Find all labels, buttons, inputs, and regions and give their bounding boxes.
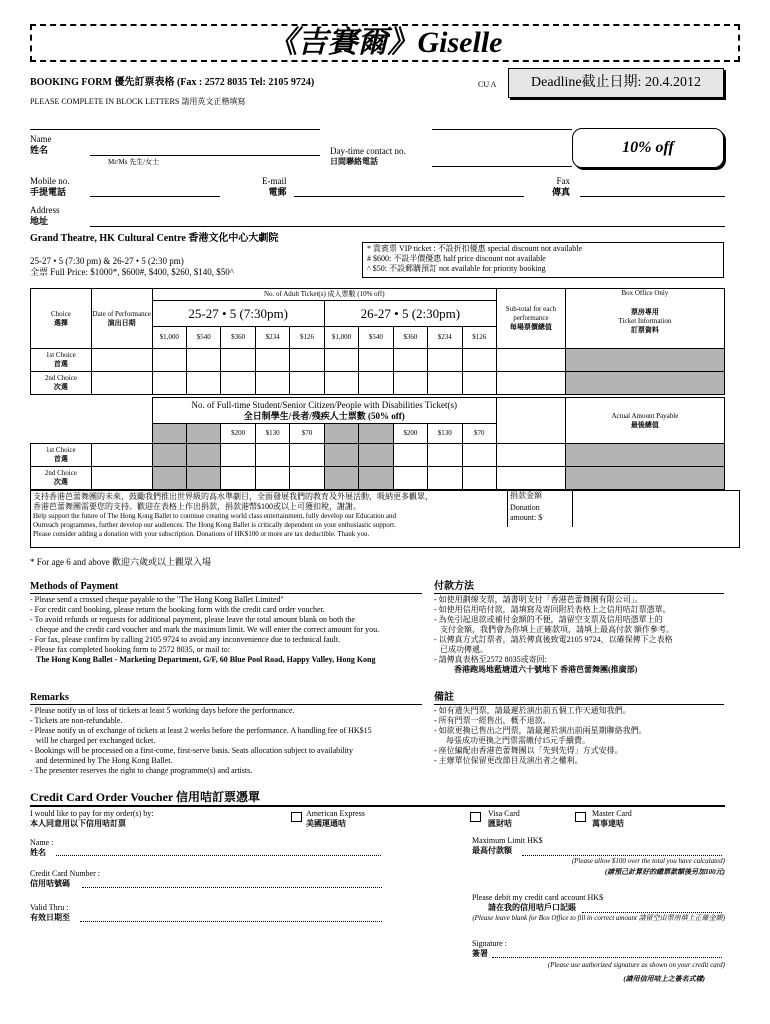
voucher-heading: Credit Card Order Voucher 信用咭訂票憑單 [30,790,260,804]
signature-en: Signature : [472,939,507,948]
pay-by-label [30,809,154,829]
allow-note-en: (Please allow $100 over the total you have calculated) [571,857,725,865]
qty-cell[interactable] [393,467,427,490]
card-number-en: Credit Card Number : [30,869,100,878]
concession-row-1st [31,444,725,467]
block-letters-instruction: PLEASE COMPLETE IN BLOCK LETTERS 請用英文正楷填寫 [30,97,246,106]
daytime-label-zh: 日間聯絡電話 [330,157,378,166]
full-prices: 全票 Full Price: $1000*, $600#, $400, $260, $140, $50^ [30,267,234,277]
qty-cell[interactable] [290,467,324,490]
adult-price-s2-4: $234 [428,327,462,349]
card-number-field[interactable] [82,887,382,888]
payment-heading-zh: 付款方法 [434,581,474,592]
daytime-field[interactable] [432,166,572,167]
concession-header: No. of Full-time Student/Senior Citizen/People with Disabilities Ticket(s) 全日制學生/長者/殘疾人士票數 (50% off) [152,398,496,424]
concession-date-cell[interactable] [91,467,152,490]
visa-label-zh: 匯財咭 [488,819,512,828]
venue-name: Grand Theatre, HK Cultural Centre 香港文化中心大劇院 [30,233,279,244]
adult-price-s1-4: $234 [255,327,289,349]
adult-price-s2-2: $540 [359,327,393,349]
mobile-field[interactable] [90,196,220,197]
fax-label-zh: 傳真 [552,187,571,197]
adult-price-s1-2: $540 [187,327,221,349]
name-field[interactable] [90,155,320,156]
qty-cell[interactable] [428,349,462,372]
cc-name-zh: 姓名 [30,848,46,857]
unavailable-cell [324,424,358,444]
donation-amount-box[interactable] [507,491,573,527]
cc-name-label [30,838,53,858]
adult-price-s2-1: $1,000 [324,327,358,349]
remarks-en-6: and determined by The Hong Kong Ballet. [36,756,173,765]
concession-ticket-table [30,397,725,490]
concession-price-s2-1: $200 [393,424,427,444]
payment-rule-en [30,593,422,594]
mobile-label [30,176,70,198]
qty-cell[interactable] [359,372,393,395]
email-field[interactable] [294,196,524,197]
amex-label-zh: 美國運通咭 [306,819,346,828]
donation-text-en1: Help support the future of The Hong Kong Ballet to continue creating world class entertainment, fully develop our Education and [33,512,396,520]
voucher-rule [30,805,725,807]
subtotal-header: Sub-total for each performance 每場票價總值 [496,289,565,349]
qty-cell[interactable] [462,467,496,490]
mobile-label-zh: 手提電話 [30,187,67,197]
concession-price-s1-1: $200 [221,424,255,444]
fax-field[interactable] [580,196,725,197]
subtotal-cell[interactable] [496,349,565,372]
donation-amount-label: amount: $ [510,513,543,522]
remarks-heading-en: Remarks [30,692,69,703]
concession-price-s1-3: $70 [290,424,324,444]
concession-row-2nd [31,467,725,490]
adult-price-s1-1: $1,000 [152,327,186,349]
name-label-en: Name [30,134,52,144]
concession-date-cell[interactable] [91,444,152,467]
payment-en-7: The Hong Kong Ballet - Marketing Department, G/F, 60 Blue Pool Road, Happy Valley, Hong Kong [36,655,376,664]
unavailable-cell [187,467,221,490]
master-checkbox[interactable] [575,812,586,822]
payment-zh-4: 支付金額，我們會為你填上正確款項，請填上最高付款 額作參考。 [440,625,674,634]
signature-label [472,939,507,959]
unavailable-cell [152,424,186,444]
adult-row-2nd [31,372,725,395]
adult-price-s1-3: $360 [221,327,255,349]
payment-zh-6: 已成功傳遞。 [440,645,488,654]
unavailable-cell [187,424,221,444]
fax-label [552,176,570,198]
adult-row-1st [31,349,725,372]
payment-en-6: - Please fax completed booking form to 2572 8035, or mail to: [30,645,230,654]
qty-cell[interactable] [462,372,496,395]
cc-name-field[interactable] [56,855,381,856]
qty-cell[interactable] [393,349,427,372]
remarks-en-7: - The presenter reserves the right to change programme(s) and artists. [30,766,253,775]
concession-second-choice: 2nd Choice 次選 [31,467,92,490]
adult-header: No. of Adult Ticket(s) 成人票數 (10% off) [152,289,496,301]
payment-zh-2: - 如使用信用咭付款，請填寫及寄回附於表格上之信用咭訂票憑單。 [434,605,671,614]
session1-header: 25-27 • 5 (7:30pm) [152,301,324,327]
donation-text-zh1: 支持香港芭蕾舞團的未來，鼓勵我們推出世界級的高水準劇目，全面發展我們的教育及外展活動，吸納更多觀眾， [33,492,433,501]
qty-cell[interactable] [393,444,427,467]
remarks-zh-5: - 座位編配由香港芭蕾舞團以「先到先得」方式安排。 [434,746,623,755]
payment-list-en [30,595,425,665]
remarks-zh-2: - 所有門票一經售出，概不退款。 [434,716,551,725]
notice-vip: * 貴賓票 VIP ticket : 不設折扣優惠 special discount not available [367,244,582,253]
email-label-zh: 電郵 [268,187,287,197]
remarks-en-1: - Please notify us of loss of tickets at least 5 working days before the performance. [30,706,295,715]
visa-label-en: Visa Card [488,809,520,818]
signature-note-zh: (請用信用咭上之簽名式樣) [623,975,705,983]
allow-note-zh: (請預己計算好的總票款額後另加100元) [604,868,725,876]
remarks-en-5: - Bookings will be processed on a first-come, first-serve basis. Seats allocation subject to availability [30,746,354,755]
email-label [262,176,287,198]
pay-by-zh: 本人同意用以下信用咭訂票 [30,819,126,828]
qty-cell[interactable] [290,372,324,395]
remarks-en-3: - Please notify us of exchange of tickets at least 2 weeks before the performance. A handling fee of HK$15 [30,726,372,735]
remarks-heading-zh: 備註 [434,692,454,703]
booking-form-heading: BOOKING FORM 優先訂票表格 (Fax : 2572 8035 Tel: 2105 9724) [30,77,315,88]
unavailable-cell [187,444,221,467]
name-field-top [30,129,320,130]
concession-corner [31,398,153,444]
unavailable-cell [152,467,186,490]
remarks-en-2: - Tickets are non-refundable. [30,716,123,725]
subtotal-cell[interactable] [496,444,565,467]
signature-field[interactable] [492,957,722,958]
debit-en: Please debit my credit card account HK$ [472,893,604,902]
amex-label [306,809,365,829]
signature-zh: 簽署 [472,949,488,958]
leave-blank-note: (Please leave blank for Box Office to fill in correct amount 請留空由票房填上正確金額) [472,914,725,922]
donation-text-en2: Outreach programmes, further develop our audiences. The Hong Kong Ballet is critically dependent on your enthusiastic support. [33,521,396,529]
remarks-list-en [30,706,425,776]
notice-50: ^ $50: 不設郵購預訂 not available for priority booking [367,264,546,273]
page-title: 《吉賽爾》Giselle [267,26,503,59]
qty-cell[interactable] [428,372,462,395]
max-limit-zh: 最高付款額 [472,846,512,855]
notice-600: # $600: 不設半價優惠 half price discount not available [367,254,546,263]
unavailable-cell [324,444,358,467]
master-label-en: Master Card [592,809,632,818]
adult-price-s1-5: $126 [290,327,324,349]
payment-rule-zh [434,593,724,594]
adult-ticket-table [30,288,725,395]
qty-cell[interactable] [462,349,496,372]
max-limit-label [472,836,543,856]
unavailable-cell [359,444,393,467]
concession-price-s1-2: $130 [255,424,289,444]
valid-thru-label [30,903,70,923]
date-header: Date of Performance 演出日期 [91,289,152,349]
debit-label [472,893,603,913]
box-office-header: Box Office Only 票房專用 Ticket Information 訂票資料 [565,289,724,349]
choice-header: Choice 選擇 [31,289,92,349]
donation-label-zh: 捐款金額 [510,491,542,500]
concession-first-choice: 1st Choice 首選 [31,444,92,467]
remarks-zh-6: - 主辦單位保留更改節目及演出者之權利。 [434,756,583,765]
remarks-en-4: will be charged per exchanged ticket. [36,736,156,745]
qty-cell[interactable] [221,467,255,490]
master-label [592,809,632,829]
max-limit-field[interactable] [522,855,722,856]
email-label-en: E-mail [262,176,287,186]
deadline-badge: Deadline截止日期: 20.4.2012 [508,68,724,98]
discount-badge: 10% off [572,128,724,168]
qty-cell[interactable] [152,349,186,372]
qty-cell[interactable] [255,372,289,395]
qty-cell[interactable] [221,372,255,395]
age-note: * For age 6 and above 歡迎六歲或以上觀眾入場 [30,557,211,567]
actual-amount-header: Actual Amount Payable 最後總值 [565,398,724,444]
payment-en-4: cheque and the credit card voucher and mark the maximum limit. We will enter the correct amount for you. [36,625,380,634]
cu-code: CU A [478,80,497,89]
price-notices [362,242,724,278]
payment-list-zh [434,595,726,675]
name-label [30,134,52,156]
master-label-zh: 萬事達咭 [592,819,624,828]
payment-zh-1: - 如使用劃線支票，請書明支付「香港芭蕾舞團有限公司」。 [434,595,643,604]
payment-zh-7: - 請傳真表格至2572 8035或寄回: [434,655,547,664]
qty-cell[interactable] [324,372,358,395]
debit-field[interactable] [582,912,722,913]
signature-note-en: (Please use authorized signature as shown on your credit card) [547,961,725,969]
donation-text-en3: Please consider adding a donation with your subscription. Donations of HK$100 or more are tax deductible. Thank you. [33,530,370,538]
pay-by-en: I would like to pay for my order(s) by: [30,809,154,818]
donation-box [30,490,740,548]
payment-zh-5: - 以傳真方式訂票者，請於傳真後致電2105 9724，以確保傳下之表格 [434,635,673,644]
salutation: Mr/Ms 先生/女士 [108,158,160,166]
remarks-rule-en [30,704,422,705]
payment-heading-en: Methods of Payment [30,581,119,592]
address-field[interactable] [90,226,725,227]
card-number-label [30,869,100,889]
unavailable-cell [152,444,186,467]
payment-en-3: - To avoid refunds or requests for additional payment, please leave the total amount blank on both the [30,615,355,624]
visa-checkbox[interactable] [470,812,481,822]
qty-cell[interactable] [428,444,462,467]
daytime-field-top [432,129,572,130]
remarks-zh-4: 每張成功更換之門票需繳付15元手續費。 [446,736,590,745]
remarks-rule-zh [434,704,724,705]
qty-cell[interactable] [255,467,289,490]
daytime-label [330,146,406,167]
concession-price-s2-3: $70 [462,424,496,444]
adult-first-choice: 1st Choice 首選 [31,349,92,372]
qty-cell[interactable] [359,349,393,372]
performance-dates: 25-27 • 5 (7:30 pm) & 26-27 • 5 (2:30 pm) [30,256,184,266]
session2-header: 26-27 • 5 (2:30pm) [324,301,496,327]
daytime-label-en: Day-time contact no. [330,146,406,156]
mobile-label-en: Mobile no. [30,176,70,186]
adult-date-cell[interactable] [91,349,152,372]
valid-thru-en: Valid Thru : [30,903,69,912]
adult-price-s2-3: $360 [393,327,427,349]
unavailable-cell [359,424,393,444]
remarks-list-zh [434,706,726,766]
payment-en-2: - For credit card booking, please return the booking form with the credit card order voucher. [30,605,325,614]
adult-price-s2-5: $126 [462,327,496,349]
address-label [30,205,60,227]
adult-second-choice: 2nd Choice 次選 [31,372,92,395]
valid-thru-field[interactable] [80,921,382,922]
donation-label-en: Donation [510,503,540,512]
box-office-cell [565,349,724,372]
concession-price-s2-2: $130 [428,424,462,444]
qty-cell[interactable] [255,349,289,372]
payment-zh-8: 香港跑馬地藍塘道六十號地下 香港芭蕾舞團(推廣部) [454,665,638,674]
card-number-zh: 信用咭號碼 [30,879,70,888]
donation-text-zh2: 香港芭蕾舞團需要您的支持。歡迎在表格上作出捐款，捐款港幣$100或以上可獲扣稅，謝謝。 [33,502,361,511]
qty-cell[interactable] [324,349,358,372]
actual-amount-cell [565,444,724,467]
address-label-en: Address [30,205,60,215]
qty-cell[interactable] [221,444,255,467]
fax-label-en: Fax [556,176,571,186]
payment-en-1: - Please send a crossed cheque payable to the "The Hong Kong Ballet Limited" [30,595,284,604]
qty-cell[interactable] [428,467,462,490]
concession-subtotal-header [496,398,565,444]
qty-cell[interactable] [462,444,496,467]
max-limit-en: Maximum Limit HK$ [472,836,543,845]
qty-cell[interactable] [393,372,427,395]
qty-cell[interactable] [290,349,324,372]
amex-checkbox[interactable] [291,812,302,822]
visa-label [488,809,520,829]
valid-thru-zh: 有效日期至 [30,913,70,922]
subtotal-cell[interactable] [496,467,565,490]
box-office-cell [565,372,724,395]
qty-cell[interactable] [290,444,324,467]
debit-zh: 請在我的信用咭戶口記賬 [488,903,576,912]
cc-name-en: Name : [30,838,54,847]
unavailable-cell [324,467,358,490]
qty-cell[interactable] [152,372,186,395]
subtotal-cell[interactable] [496,372,565,395]
adult-date-cell[interactable] [91,372,152,395]
actual-amount-cell [565,467,724,490]
address-label-zh: 地址 [30,216,49,226]
qty-cell[interactable] [187,372,221,395]
unavailable-cell [359,467,393,490]
payment-zh-3: - 為免引起退款或補付金額的不便，請留空支票及信用咭憑單上的 [434,615,663,624]
remarks-zh-3: - 如欲更換已售出之門票，請最遲於演出前兩星期聯絡我們。 [434,726,647,735]
remarks-zh-1: - 如有遺失門票，請最遲於演出前五個工作天通知我們。 [434,706,631,715]
qty-cell[interactable] [255,444,289,467]
name-label-zh: 姓名 [30,145,49,155]
payment-en-5: - For fax, please confirm by calling 2105 9724 to avoid any inconvenience due to technical fault. [30,635,341,644]
title-banner [30,24,740,62]
qty-cell[interactable] [187,349,221,372]
qty-cell[interactable] [221,349,255,372]
amex-label-en: American Express [306,809,365,818]
